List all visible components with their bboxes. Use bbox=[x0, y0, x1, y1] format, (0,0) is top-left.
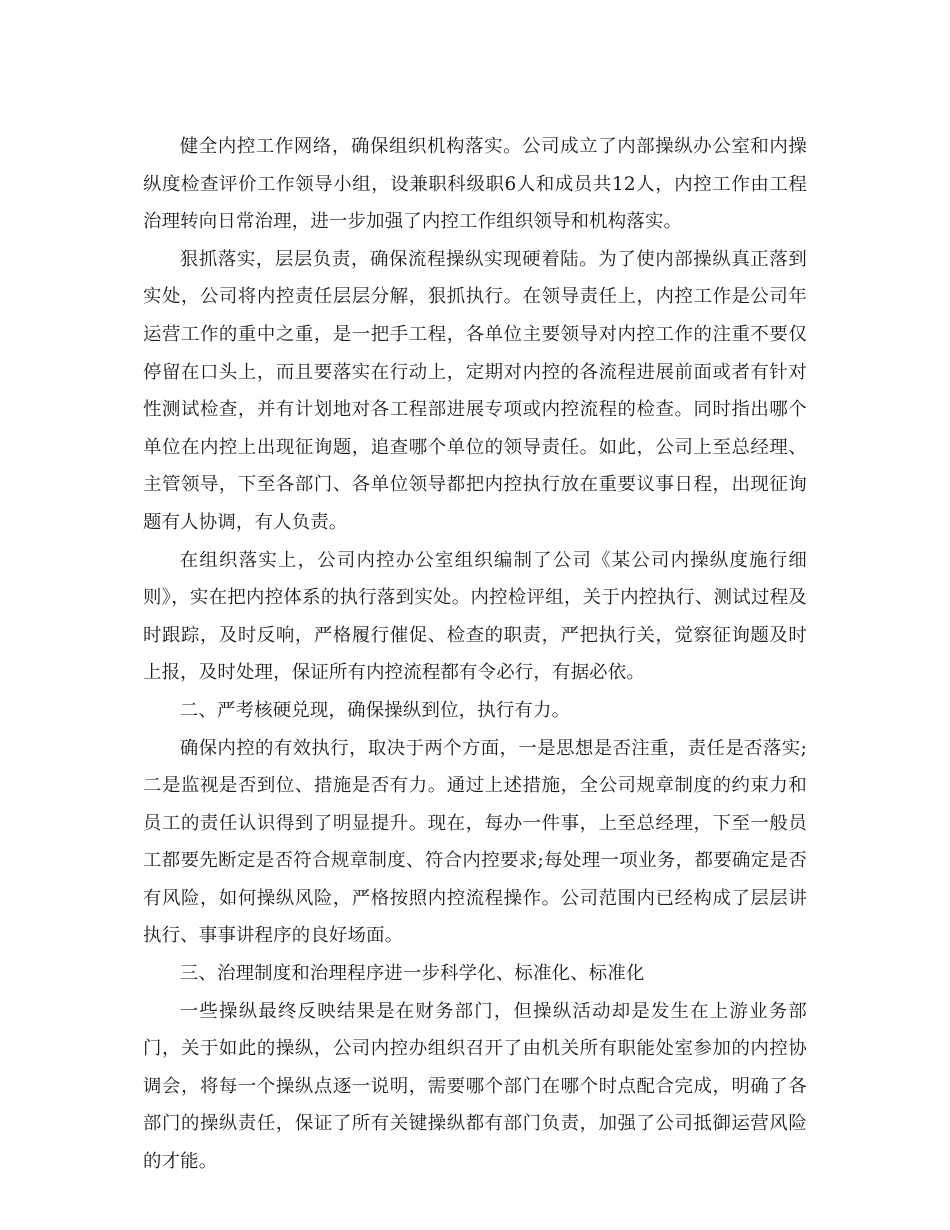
paragraph-organizational-implementation: 在组织落实上，公司内控办公室组织编制了公司《某公司内操纵度施行细则》，实在把内控体系的执行落到实处。内控检评组，关于内控执行、测试过程及时跟踪，及时反响，严格履行催促、检查的职责，严把执行关，觉察征询题及时上报，及时处理，保证所有内控流程都有令必行，有据必依。 bbox=[143, 549, 807, 684]
paragraph-organization-network: 健全内控工作网络，确保组织机构落实。公司成立了内部操纵办公室和内操纵度检查评价工作领导小组，设兼职科级职6人和成员共12人，内控工作由工程治理转向日常治理，进一步加强了内控工作组织领导和机构落实。 bbox=[143, 136, 807, 233]
paragraph-implementation-responsibility: 狠抓落实，层层负责，确保流程操纵实现硬着陆。为了使内部操纵真正落到实处，公司将内控责任层层分解，狠抓执行。在领导责任上，内控工作是公司年运营工作的重中之重，是一把手工程，各单位主要领导对内控工作的注重不要仅停留在口头上，而且要落实在行动上，定期对内控的各流程进展前面或者有针对性测试检查，并有计划地对各工程部进展专项或内控流程的检查。同时指出哪个单位在内控上出现征询题，追查哪个单位的领导责任。如此，公司上至总经理、主管领导，下至各部门、各单位领导都把内控执行放在重要议事日程，出现征询题有人协调，有人负责。 bbox=[143, 248, 807, 533]
paragraph-effective-execution: 确保内控的有效执行，取决于两个方面，一是思想是否注重，责任是否落实;二是监视是否到位、措施是否有力。通过上述措施，全公司规章制度的约束力和员工的责任认识得到了明显提升。现在，每办一件事，上至总经理，下至一般员工都要先断定是否符合规章制度、符合内控要求;每处理一项业务，都要确定是否有风险，如何操纵风险，严格按照内控流程操作。公司范围内已经构成了层层讲执行、事事讲程序的良好场面。 bbox=[143, 737, 807, 947]
section-heading-two: 二、严考核硬兑现，确保操纵到位，执行有力。 bbox=[179, 699, 571, 721]
document-page bbox=[143, 128, 807, 1181]
section-heading-three: 三、治理制度和治理程序进一步科学化、标准化、标准化 bbox=[179, 963, 645, 985]
paragraph-control-coordination: 一些操纵最终反映结果是在财务部门，但操纵活动却是发生在上游业务部门，关于如此的操纵，公司内控办组织召开了由机关所有职能处室参加的内控协调会，将每一个操纵点逐一说明，需要哪个部门在哪个时点配合完成，明确了各部门的操纵责任，保证了所有关键操纵都有部门负责，加强了公司抵御运营风险的才能。 bbox=[143, 1000, 807, 1173]
